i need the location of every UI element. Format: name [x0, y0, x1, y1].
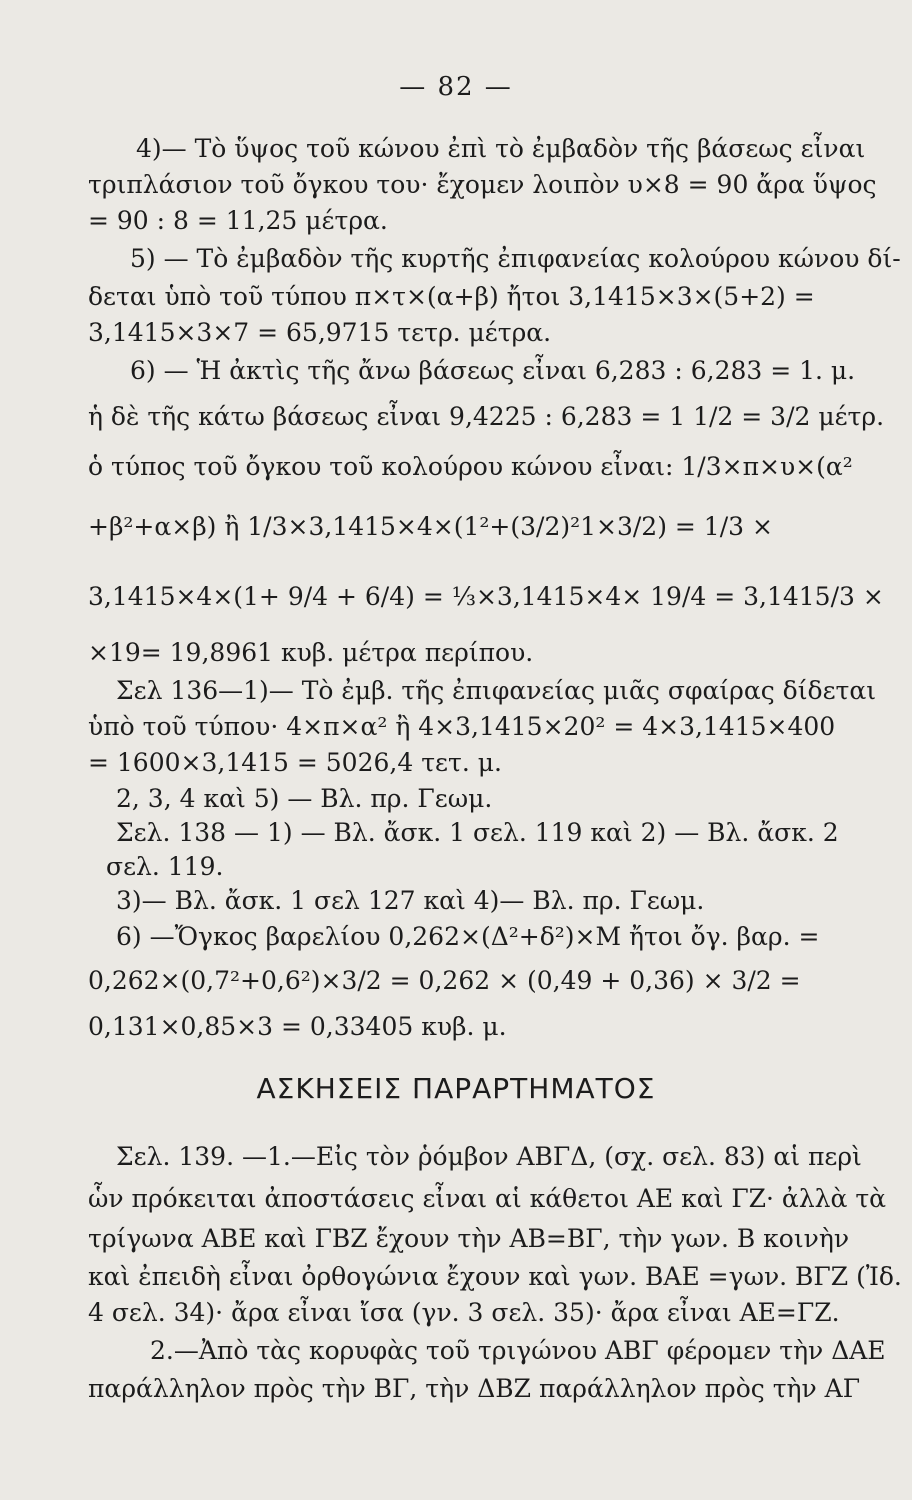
text-line: 5) — Τὸ ἐμβαδὸν τῆς κυρτῆς ἐπιφανείας κολούρου κώνου δί-	[130, 244, 901, 273]
text-line: 2, 3, 4 καὶ 5) — Βλ. πρ. Γεωμ.	[116, 784, 493, 813]
text-line: ×19= 19,8961 κυβ. μέτρα περίπου.	[88, 638, 534, 667]
text-line: 0,262×(0,7²+0,6²)×3/2 = 0,262 × (0,49 + 0,36) × 3/2 =	[88, 966, 801, 995]
text-line: = 1600×3,1415 = 5026,4 τετ. μ.	[88, 748, 502, 777]
text-line: τριπλάσιον τοῦ ὄγκου του· ἔχομεν λοιπὸν υ×8 = 90 ἄρα ὕψος	[88, 170, 877, 199]
text-line: καὶ ἐπειδὴ εἶναι ὀρθογώνια ἔχουν καὶ γων. ΒΑΕ =γων. ΒΓΖ (Ἰδ.	[88, 1262, 902, 1291]
text-line: ἡ δὲ τῆς κάτω βάσεως εἶναι 9,4225 : 6,283 = 1 1/2 = 3/2 μέτρ.	[88, 402, 885, 431]
text-line: δεται ὑπὸ τοῦ τύπου π×τ×(α+β) ἤτοι 3,1415×3×(5+2) =	[88, 282, 815, 311]
text-line: = 90 : 8 = 11,25 μέτρα.	[88, 206, 388, 235]
text-line: Σελ. 139. —1.—Εἰς τὸν ῥόμβον ΑΒΓΔ, (σχ. σελ. 83) αἱ περὶ	[116, 1142, 862, 1171]
page-number: — 82 —	[399, 72, 513, 102]
text-line: Σελ. 138 — 1) — Βλ. ἄσκ. 1 σελ. 119 καὶ 2) — Βλ. ἄσκ. 2	[116, 818, 839, 847]
text-line: 2.—Ἀπὸ τὰς κορυφὰς τοῦ τριγώνου ΑΒΓ φέρομεν τὴν ΔΑΕ	[150, 1336, 886, 1365]
text-line: 6) —Ὄγκος βαρελίου 0,262×(Δ²+δ²)×Μ ἤτοι ὄγ. βαρ. =	[116, 922, 820, 951]
text-line: τρίγωνα ΑΒΕ καὶ ΓΒΖ ἔχουν τὴν ΑΒ=ΒΓ, τὴν γων. Β κοινὴν	[88, 1224, 850, 1253]
text-line: 0,131×0,85×3 = 0,33405 κυβ. μ.	[88, 1012, 507, 1041]
text-line: ὑπὸ τοῦ τύπου· 4×π×α² ἢ 4×3,1415×20² = 4×3,1415×400	[88, 712, 836, 741]
text-line: 3,1415×4×(1+ 9/4 + 6/4) = ⅓×3,1415×4× 19/4 = 3,1415/3 ×	[88, 582, 884, 611]
text-line: 4 σελ. 34)· ἄρα εἶναι ἴσα (γν. 3 σελ. 35)· ἄρα εἶναι ΑΕ=ΓΖ.	[88, 1298, 840, 1327]
text-line: παράλληλον πρὸς τὴν ΒΓ, τὴν ΔΒΖ παράλληλον πρὸς τὴν ΑΓ	[88, 1374, 861, 1403]
text-line: 3,1415×3×7 = 65,9715 τετρ. μέτρα.	[88, 318, 552, 347]
text-line: ὧν πρόκειται ἀποστάσεις εἶναι αἱ κάθετοι ΑΕ καὶ ΓΖ· ἀλλὰ τὰ	[88, 1184, 887, 1213]
text-line: σελ. 119.	[106, 852, 224, 881]
section-heading: ΑΣΚΗΣΕΙΣ ΠΑΡΑΡΤΗΜΑΤΟΣ	[256, 1072, 656, 1105]
text-line: +β²+α×β) ἢ 1/3×3,1415×4×(1²+(3/2)²1×3/2) = 1/3 ×	[88, 512, 773, 541]
text-line: Σελ 136—1)— Τὸ ἐμβ. τῆς ἐπιφανείας μιᾶς σφαίρας δίδεται	[116, 676, 877, 705]
text-line: 4)— Τὸ ὕψος τοῦ κώνου ἐπὶ τὸ ἐμβαδὸν τῆς βάσεως εἶναι	[136, 134, 866, 163]
text-line: 6) — Ἡ ἀκτὶς τῆς ἄνω βάσεως εἶναι 6,283 : 6,283 = 1. μ.	[130, 356, 856, 385]
text-line: ὁ τύπος τοῦ ὄγκου τοῦ κολούρου κώνου εἶναι: 1/3×π×υ×(α²	[88, 452, 853, 481]
text-line: 3)— Βλ. ἄσκ. 1 σελ 127 καὶ 4)— Βλ. πρ. Γεωμ.	[116, 886, 705, 915]
